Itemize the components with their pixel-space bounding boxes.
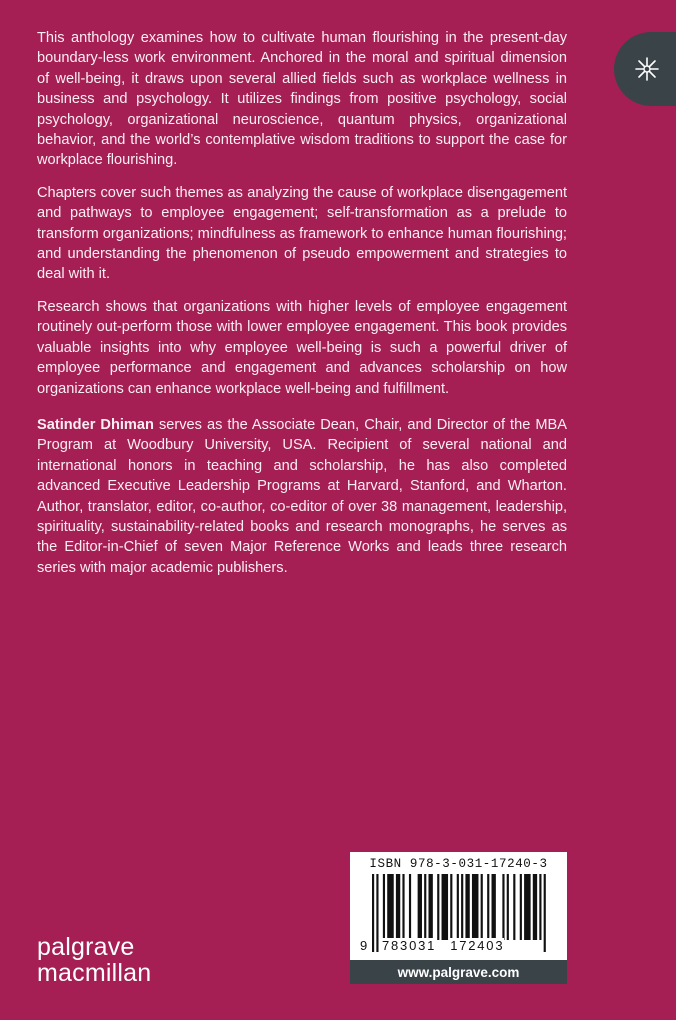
barcode-bar	[507, 874, 509, 940]
blurb-paragraph-3: Research shows that organizations with higher levels of employee engagement routinely out-perform those with lower employee engagement. This book provides valuable insights into why employee well-being is such a powerful driver of employee performance and engagement and advances scholarship on how organizations can enhance workplace well-being and fulfillment.	[37, 298, 567, 397]
isbn-label: ISBN 978-3-031-17240-3	[369, 857, 548, 871]
barcode-bar	[524, 874, 531, 940]
publisher-logo	[37, 934, 151, 986]
barcode-bar	[402, 874, 404, 940]
barcode-bar	[383, 874, 385, 940]
barcode-bar	[472, 874, 479, 940]
barcode-bar	[513, 874, 515, 940]
barcode-bar	[396, 874, 400, 940]
barcode-digit-first: 9	[360, 938, 368, 953]
publisher-website: www.palgrave.com	[350, 960, 567, 984]
barcode-bar	[492, 874, 496, 940]
springer-horse-icon	[633, 55, 661, 83]
barcode-bar	[387, 874, 394, 940]
barcode-bar	[465, 874, 469, 940]
barcode-bar	[461, 874, 463, 940]
barcode-digits	[360, 938, 557, 953]
barcode-bar	[409, 874, 411, 940]
blurb-paragraph-1: This anthology examines how to cultivate human flourishing in the present-day boundary-less work environment. Anchored in the moral and spiritual dimension of well-being, it draws upon several allied fields such as workplace wellness in business and psychology. It utilizes findings from positive psychology, social psychology, organizational neuroscience, quantum physics, organizational behavior, and the world’s contemplative wisdom traditions to support the case for workplace flourishing.	[37, 30, 567, 169]
author-bio-text: serves as the Associate Dean, Chair, and Director of the MBA Program at Woodbury University, USA. Recipient of several national and international honors in teaching and scholarship, he has also completed advanced Executive Leadership Programs at Harvard, Stanford, and Wharton. Author, translator, editor, co-author, co-editor of over 38 management, leadership, spirituality, sustainability-related books and research monographs, he serves as the Editor-in-Chief of seven Major Reference Works and leads three research series with major academic publishers.	[37, 416, 567, 576]
barcode-bar	[450, 874, 452, 940]
back-cover-text	[37, 28, 567, 590]
barcode-bar	[428, 874, 432, 940]
author-bio	[37, 415, 567, 578]
barcode-bar	[539, 874, 541, 940]
publisher-line-2: macmillan	[37, 959, 152, 987]
barcode-bar	[457, 874, 459, 940]
barcode-bar	[442, 874, 449, 940]
barcode-bar	[502, 874, 504, 940]
barcode-bar	[520, 874, 522, 940]
barcode-bar	[424, 874, 426, 940]
barcode	[360, 874, 557, 960]
barcode-bar	[481, 874, 483, 940]
barcode-digit-group-1: 783031	[382, 938, 437, 953]
isbn-barcode-box	[350, 852, 567, 960]
barcode-digit-group-2: 172403	[450, 938, 505, 953]
blurb-paragraph-2: Chapters cover such themes as analyzing the cause of workplace disengagement and pathways to employee engagement; self-transformation as a prelude to transform organizations; mindfulness as framework to enhance human flourishing; and understanding the phenomenon of pseudo empowerment and strategies to deal with it.	[37, 184, 567, 283]
author-name: Satinder Dhiman	[37, 416, 154, 433]
publisher-line-1: palgrave	[37, 933, 135, 961]
barcode-bar	[487, 874, 489, 940]
barcode-bar	[418, 874, 422, 940]
springer-logo-tab	[614, 32, 676, 106]
barcode-bar	[533, 874, 537, 940]
barcode-bar	[437, 874, 439, 940]
